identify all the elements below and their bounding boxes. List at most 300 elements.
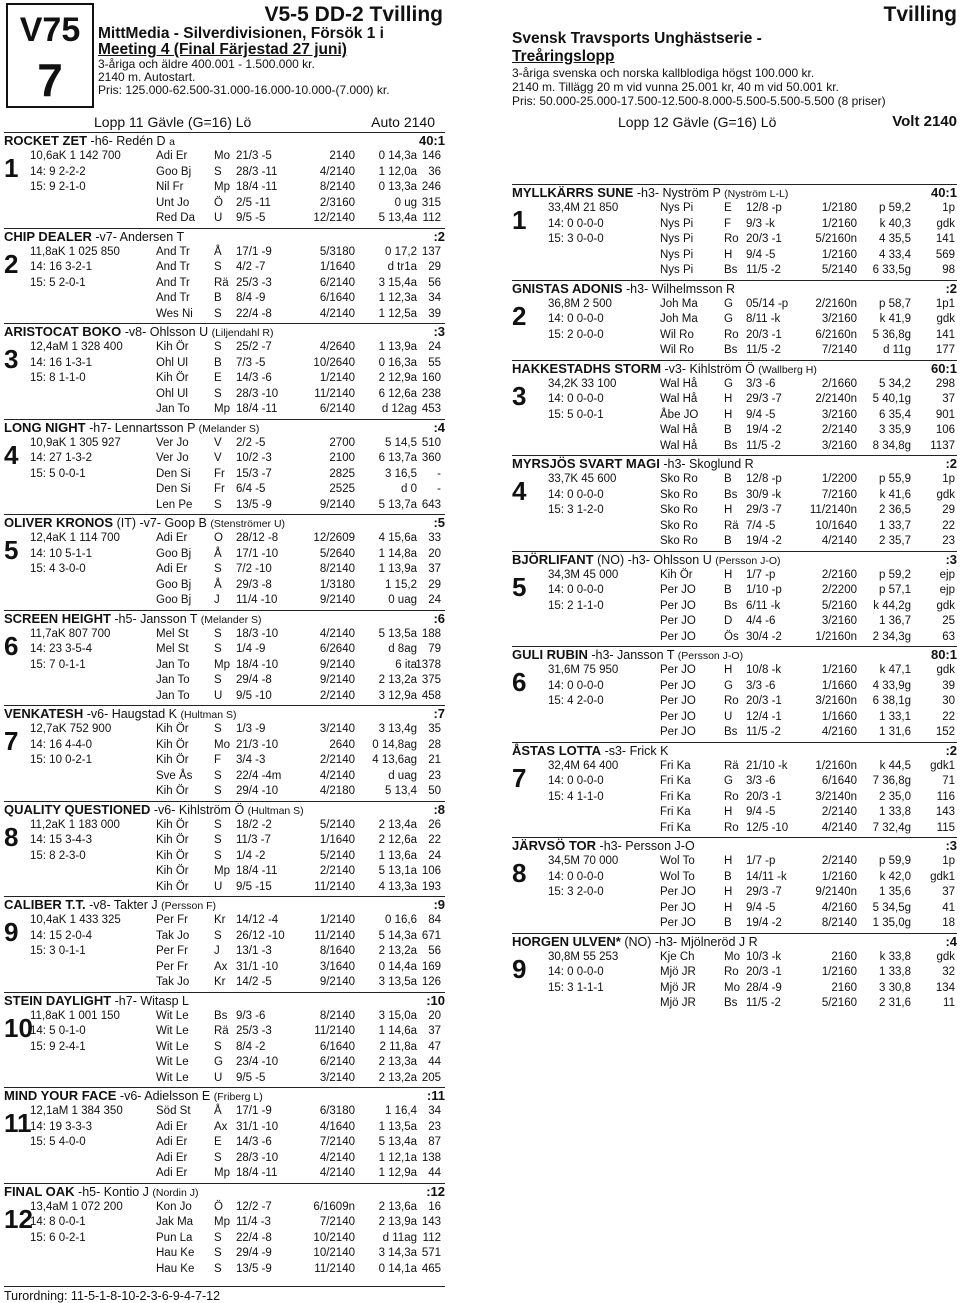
start-cell: 9/5 -15 bbox=[236, 880, 272, 893]
start-cell: 28 bbox=[428, 738, 441, 751]
start-cell: Sko Ro bbox=[660, 535, 698, 547]
start-cell: Den Si bbox=[156, 483, 191, 495]
start-cell: 7 36,8g bbox=[872, 775, 911, 787]
horse-stat: 15: 3 1-2-0 bbox=[548, 504, 604, 516]
start-cell: 8/2140 bbox=[319, 1009, 355, 1022]
start-cell: 1p1 bbox=[935, 297, 955, 310]
start-row bbox=[4, 1072, 445, 1088]
left-race-header bbox=[4, 0, 445, 132]
start-row bbox=[512, 760, 957, 776]
start-cell: 2/2140 bbox=[821, 424, 857, 436]
horse-stat: 36,8M 2 500 bbox=[548, 297, 612, 310]
start-row bbox=[4, 452, 445, 468]
start-cell: Jan To bbox=[156, 674, 190, 686]
start-cell: 20/3 -1 bbox=[746, 966, 782, 978]
horse-header bbox=[512, 838, 957, 855]
start-cell: 0 uag bbox=[388, 594, 417, 606]
start-cell: 12/8 -p bbox=[746, 473, 782, 485]
start-row bbox=[512, 600, 957, 616]
start-cell: 19/4 -2 bbox=[746, 535, 782, 547]
horse-starts bbox=[512, 760, 957, 838]
start-row bbox=[512, 233, 957, 249]
start-cell: 20/3 -1 bbox=[746, 790, 782, 803]
start-cell: 6/4 -5 bbox=[236, 483, 266, 495]
start-cell: 188 bbox=[421, 627, 441, 640]
start-cell: 18/4 -10 bbox=[236, 658, 279, 671]
horse-stat: 14: 8 0-0-1 bbox=[30, 1216, 86, 1228]
horse-starts bbox=[4, 1010, 445, 1088]
start-cell: 1/2160 bbox=[821, 217, 857, 230]
start-cell: 360 bbox=[421, 452, 441, 464]
start-cell: 9/3 -k bbox=[746, 217, 775, 230]
start-cell: Fri Ka bbox=[660, 759, 691, 772]
start-cell: 9/2140 bbox=[319, 658, 355, 671]
start-cell: 8/11 -k bbox=[746, 313, 781, 325]
start-cell: k 44,2g bbox=[873, 599, 911, 612]
start-cell: 18/4 -11 bbox=[236, 403, 278, 415]
start-row bbox=[4, 1105, 445, 1121]
start-cell: S bbox=[214, 307, 222, 320]
start-row bbox=[512, 473, 957, 489]
start-cell: B bbox=[724, 535, 732, 547]
start-cell: 12/4 -1 bbox=[746, 710, 782, 723]
horse-starts bbox=[512, 664, 957, 742]
start-cell: Å bbox=[214, 245, 222, 258]
start-cell: 5/2140 bbox=[319, 849, 355, 862]
start-cell: ejp bbox=[939, 568, 955, 581]
start-cell: 32 bbox=[942, 966, 955, 978]
start-cell: 1 12,9a bbox=[378, 1167, 417, 1179]
start-cell: 2 35,0 bbox=[879, 790, 911, 803]
start-type: Auto 2140 bbox=[371, 114, 435, 130]
race-distance: 2140 m. Autostart. bbox=[98, 70, 196, 84]
start-cell: 10/1640 bbox=[815, 519, 857, 532]
start-cell: 7/2140 bbox=[319, 1136, 355, 1148]
start-cell: 05/14 -p bbox=[746, 297, 789, 310]
start-cell: Per JO bbox=[660, 584, 696, 596]
start-cell: And Tr bbox=[156, 261, 190, 273]
start-cell: Mo bbox=[214, 150, 230, 162]
start-cell: Len Pe bbox=[156, 498, 193, 511]
start-cell: 29/3 -7 bbox=[746, 886, 782, 898]
start-cell: 510 bbox=[421, 436, 441, 449]
start-cell: Per JO bbox=[660, 615, 696, 627]
horse-number: 2 bbox=[512, 300, 527, 331]
horse-entry bbox=[512, 280, 957, 360]
start-cell: k 42,0 bbox=[879, 870, 911, 883]
start-cell: 2/2140 bbox=[319, 865, 355, 877]
start-cell: Kih Ör bbox=[156, 849, 189, 862]
start-cell: 141 bbox=[935, 233, 955, 245]
horse-entry bbox=[512, 646, 957, 742]
horse-header bbox=[4, 133, 445, 150]
start-cell: 23/4 -10 bbox=[236, 1056, 279, 1068]
horse-header bbox=[4, 993, 445, 1010]
horse-stat: 15: 5 0-0-1 bbox=[548, 408, 604, 421]
horse-odds: :2 bbox=[945, 280, 957, 296]
start-cell: 50 bbox=[428, 785, 441, 797]
start-cell: 31/1 -10 bbox=[236, 1120, 279, 1133]
start-cell: 14/2 -5 bbox=[236, 976, 272, 988]
start-cell: Kih Ör bbox=[156, 818, 189, 831]
start-cell: Joh Ma bbox=[660, 297, 698, 310]
horse-mark: (Wallberg H) bbox=[758, 363, 817, 376]
start-row bbox=[512, 695, 957, 711]
start-cell: 3/3 -6 bbox=[746, 377, 776, 390]
start-row bbox=[4, 850, 445, 866]
horse-stat: 14: 0 0-0-0 bbox=[548, 584, 604, 596]
start-cell: Adi Er bbox=[156, 563, 188, 575]
start-cell: 2/2160n bbox=[815, 297, 857, 310]
start-cell: Adi Er bbox=[156, 1167, 188, 1179]
start-cell: 1/1640 bbox=[319, 261, 355, 273]
start-row bbox=[4, 1041, 445, 1057]
start-cell: E bbox=[214, 372, 222, 384]
start-row bbox=[512, 966, 957, 982]
horse-stat: 14: 19 3-3-3 bbox=[30, 1120, 93, 1133]
start-cell: S bbox=[214, 1262, 222, 1275]
start-cell: Ax bbox=[214, 1120, 228, 1133]
start-cell: 11/2140 bbox=[314, 1025, 355, 1037]
start-row bbox=[4, 754, 445, 770]
start-cell: 39 bbox=[942, 679, 955, 692]
start-cell: 18/4 -11 bbox=[236, 1167, 278, 1179]
start-cell: 29/3 -8 bbox=[236, 578, 272, 591]
start-cell: 23 bbox=[428, 769, 441, 782]
start-cell: Wit Le bbox=[156, 1040, 189, 1053]
horse-stat: 14: 15 2-0-4 bbox=[30, 929, 93, 942]
start-cell: Mjö JR bbox=[660, 966, 696, 978]
start-cell: Fri Ka bbox=[660, 821, 691, 834]
start-cell: 315 bbox=[421, 196, 441, 209]
horse-number: 9 bbox=[4, 917, 19, 947]
start-cell: 1 13,9a bbox=[378, 341, 417, 353]
horse-stat: 14: 0 0-0-0 bbox=[548, 966, 604, 978]
start-cell: Per JO bbox=[660, 901, 696, 914]
horse-stat: 34,5M 70 000 bbox=[548, 855, 619, 867]
start-cell: 1/2200 bbox=[821, 473, 857, 485]
start-cell: 6/1640 bbox=[319, 1040, 355, 1053]
start-cell: Adi Er bbox=[156, 1151, 188, 1164]
start-row bbox=[4, 1152, 445, 1168]
start-cell: 4/2160 bbox=[821, 901, 857, 914]
start-cell: 1/7 -p bbox=[746, 568, 776, 581]
start-cell: 30/4 -2 bbox=[746, 630, 782, 643]
start-cell: Ax bbox=[214, 960, 228, 973]
start-cell: Joh Ma bbox=[660, 313, 698, 325]
horse-info: -h5- Jansson T bbox=[114, 611, 198, 626]
start-cell: Nys Pi bbox=[660, 202, 694, 214]
start-cell: - bbox=[437, 467, 441, 480]
horse-starts bbox=[512, 378, 957, 456]
start-cell: 3/2140n bbox=[815, 790, 857, 803]
start-row bbox=[512, 855, 957, 871]
start-cell: 9/4 -5 bbox=[746, 901, 776, 914]
start-cell: Mp bbox=[214, 403, 230, 415]
race-title: V5-5 DD-2 Tvilling bbox=[264, 3, 443, 26]
start-cell: Kje Ch bbox=[660, 950, 695, 963]
start-row bbox=[4, 1216, 445, 1232]
horse-stat: 34,3M 45 000 bbox=[548, 568, 619, 581]
start-row bbox=[4, 166, 445, 182]
horse-starts bbox=[4, 341, 445, 419]
horse-stat: 15: 3 1-1-1 bbox=[548, 981, 604, 994]
start-cell: 20 bbox=[428, 547, 441, 560]
horse-entry bbox=[4, 132, 445, 228]
start-cell: 1 12,1a bbox=[378, 1151, 417, 1164]
start-cell: 14/12 -4 bbox=[236, 914, 279, 926]
start-cell: Ver Jo bbox=[156, 436, 189, 449]
start-cell: 6/2640 bbox=[319, 643, 355, 655]
start-cell: Ohl Ul bbox=[156, 387, 188, 400]
start-cell: d 12ag bbox=[381, 403, 417, 415]
start-cell: 29 bbox=[942, 504, 955, 516]
start-cell: 10/2640 bbox=[313, 356, 355, 369]
start-cell: V bbox=[214, 436, 222, 449]
start-cell: 1/4 -2 bbox=[236, 849, 266, 862]
start-row bbox=[4, 659, 445, 675]
start-cell: Jan To bbox=[156, 689, 190, 702]
start-cell: 14/3 -6 bbox=[236, 372, 272, 384]
horse-starts bbox=[4, 723, 445, 801]
start-row bbox=[512, 424, 957, 440]
start-cell: Mo bbox=[214, 738, 230, 751]
horse-header bbox=[512, 185, 957, 202]
horse-starts bbox=[512, 951, 957, 1013]
start-cell: Per JO bbox=[660, 917, 696, 929]
horse-entry bbox=[4, 610, 445, 706]
horse-stat: 14: 0 0-0-0 bbox=[548, 679, 604, 692]
start-row bbox=[4, 403, 445, 419]
horse-odds: :2 bbox=[945, 742, 957, 758]
start-cell: 3 13,5a bbox=[378, 976, 417, 988]
start-row bbox=[4, 150, 445, 166]
start-cell: 1/4 -9 bbox=[236, 643, 266, 655]
horse-entry bbox=[512, 551, 957, 647]
start-cell: 34 bbox=[428, 1105, 441, 1117]
race-organizer: Svensk Travsports Unghästserie - bbox=[512, 30, 762, 47]
race-code: V75 bbox=[19, 11, 81, 49]
start-cell: Kr bbox=[214, 976, 226, 988]
start-cell: Fri Ka bbox=[660, 775, 691, 787]
start-cell: 28/3 -11 bbox=[236, 165, 278, 178]
start-cell: 11/4 -10 bbox=[236, 594, 278, 606]
start-cell: 2160 bbox=[831, 950, 857, 963]
start-cell: S bbox=[214, 769, 222, 782]
start-cell: 5 13,7a bbox=[378, 498, 417, 511]
start-cell: J bbox=[214, 594, 220, 606]
start-cell: Sko Ro bbox=[660, 504, 698, 516]
start-cell: 71 bbox=[942, 775, 955, 787]
start-cell: gdk bbox=[936, 599, 955, 612]
race-number: 7 bbox=[37, 54, 63, 106]
start-cell: 6/11 -k bbox=[746, 599, 781, 612]
start-cell: Sko Ro bbox=[660, 473, 698, 485]
horse-stat: 15: 7 0-1-1 bbox=[30, 658, 86, 671]
start-cell: Hau Ke bbox=[156, 1247, 195, 1259]
start-cell: Adi Er bbox=[156, 1136, 188, 1148]
start-row bbox=[512, 726, 957, 742]
start-row bbox=[4, 770, 445, 786]
start-type: Volt 2140 bbox=[892, 113, 957, 130]
start-cell: 24 bbox=[428, 341, 441, 353]
start-cell: 37 bbox=[428, 1025, 441, 1037]
start-cell: 17/1 -10 bbox=[236, 547, 279, 560]
start-cell: B bbox=[724, 473, 732, 485]
start-cell: 4 33,9g bbox=[872, 679, 911, 692]
start-cell: Adi Er bbox=[156, 1120, 188, 1133]
horse-stat: 14: 16 1-3-1 bbox=[30, 356, 93, 369]
start-row bbox=[512, 791, 957, 807]
start-cell: 5 13,4 bbox=[385, 785, 417, 797]
horse-stat: 15: 5 2-0-1 bbox=[30, 276, 86, 289]
start-cell: Wes Ni bbox=[156, 307, 193, 320]
start-row bbox=[4, 1201, 445, 1217]
horse-mark: (Hultman S) bbox=[180, 709, 237, 721]
start-cell: Å bbox=[214, 1105, 222, 1117]
horse-stat: 15: 3 0-1-1 bbox=[30, 945, 86, 957]
start-row bbox=[512, 871, 957, 887]
start-cell: Ös bbox=[724, 630, 739, 643]
start-cell: 2/2200 bbox=[821, 584, 857, 596]
start-row bbox=[512, 806, 957, 822]
start-cell: 169 bbox=[421, 960, 441, 973]
race-info bbox=[98, 4, 443, 97]
start-cell: Åbe JO bbox=[660, 408, 699, 421]
horse-stat: 33,7K 45 600 bbox=[548, 473, 617, 485]
start-cell: 4/2640 bbox=[319, 341, 355, 353]
start-cell: Wol To bbox=[660, 855, 695, 867]
start-cell: Kih Ör bbox=[156, 834, 189, 846]
start-cell: 11/2140 bbox=[314, 880, 355, 893]
race-series: Treåringslopp bbox=[512, 48, 615, 65]
start-cell: 3/2140 bbox=[319, 723, 355, 735]
start-row bbox=[512, 489, 957, 505]
horse-stat: 14: 0 0-0-0 bbox=[548, 775, 604, 787]
start-cell: 29/3 -7 bbox=[746, 504, 782, 516]
horse-entry bbox=[4, 514, 445, 610]
start-cell: 4/2140 bbox=[319, 627, 355, 640]
start-cell: 1 13,9a bbox=[378, 563, 417, 575]
horse-stat: 15: 8 2-3-0 bbox=[30, 849, 86, 862]
start-cell: Wol To bbox=[660, 870, 695, 883]
start-cell: And Tr bbox=[156, 245, 190, 258]
start-cell: U bbox=[214, 1071, 223, 1084]
start-cell: 29/3 -7 bbox=[746, 393, 782, 405]
start-cell: 298 bbox=[935, 377, 955, 390]
start-cell: 23 bbox=[428, 1120, 441, 1133]
start-cell: 5 14,5 bbox=[385, 436, 417, 449]
start-row bbox=[4, 1025, 445, 1041]
start-row bbox=[4, 579, 445, 595]
start-cell: Ro bbox=[724, 821, 739, 834]
start-cell: 6 13,7a bbox=[378, 452, 417, 464]
start-cell: S bbox=[214, 498, 222, 511]
start-cell: Nys Pi bbox=[660, 264, 694, 276]
start-cell: 4 15,6a bbox=[378, 532, 417, 544]
horse-entry bbox=[4, 1183, 445, 1279]
horse-mark: (Persson F) bbox=[161, 900, 216, 912]
horse-stat: 15: 9 2-1-0 bbox=[30, 181, 86, 193]
start-cell: d 11g bbox=[883, 344, 911, 356]
start-cell: 1/2160n bbox=[815, 759, 857, 772]
start-cell: 141 bbox=[935, 328, 955, 341]
start-cell: 11/5 -2 bbox=[746, 264, 781, 276]
start-cell: 1/10 -p bbox=[746, 584, 782, 596]
start-cell: H bbox=[724, 408, 733, 421]
start-cell: 1 14,8a bbox=[378, 547, 417, 560]
lopp-label: Lopp 11 Gävle (G=16) Lö bbox=[94, 114, 252, 130]
start-row bbox=[512, 886, 957, 902]
start-cell: 3 16,5 bbox=[385, 467, 417, 480]
start-cell: 6/2140 bbox=[319, 1056, 355, 1068]
horse-number: 5 bbox=[4, 535, 19, 565]
start-cell: 3/2160 bbox=[821, 408, 857, 421]
start-cell: 6/2160n bbox=[815, 328, 857, 341]
start-cell: 143 bbox=[421, 1216, 441, 1228]
race-prizes: Pris: 125.000-62.500-31.000-16.000-10.000-(7.000) kr. bbox=[98, 83, 390, 97]
start-cell: 17/1 -9 bbox=[236, 1105, 272, 1117]
start-cell: Bs bbox=[724, 264, 738, 276]
start-cell: 24 bbox=[428, 849, 441, 862]
horse-odds: :12 bbox=[426, 1183, 445, 1199]
start-cell: 11/2140 bbox=[314, 929, 355, 942]
start-cell: 4/2140 bbox=[821, 821, 857, 834]
start-cell: 4/4 -6 bbox=[746, 615, 776, 627]
start-cell: 126 bbox=[421, 976, 441, 988]
start-row bbox=[4, 388, 445, 404]
start-cell: U bbox=[214, 880, 223, 893]
start-cell: 4/2140 bbox=[319, 307, 355, 320]
start-row bbox=[512, 393, 957, 409]
start-cell: 1 33,8 bbox=[879, 966, 911, 978]
start-cell: 25/3 -3 bbox=[236, 276, 272, 289]
horse-mark: (Liljendahl R) bbox=[211, 327, 274, 339]
start-cell: 29/4 -8 bbox=[236, 674, 272, 686]
horse-stat: 15: 4 2-0-0 bbox=[548, 695, 604, 707]
start-cell: 2/2140 bbox=[319, 754, 355, 766]
start-cell: H bbox=[724, 886, 733, 898]
horse-starts bbox=[4, 150, 445, 228]
start-cell: Nys Pi bbox=[660, 233, 694, 245]
horse-header bbox=[512, 361, 957, 378]
race-distance: 2140 m. Tillägg 20 m vid vunna 25.001 kr, 40 m vid 50.001 kr. bbox=[512, 80, 839, 94]
start-cell: Mel St bbox=[156, 627, 189, 640]
start-cell: 3/2160 bbox=[821, 439, 857, 452]
horse-number: 2 bbox=[4, 248, 19, 279]
start-cell: 4/2140 bbox=[319, 165, 355, 178]
start-cell: S bbox=[214, 929, 222, 942]
race-conditions: 3-åriga svenska och norska kallblodiga högst 100.000 kr. bbox=[512, 66, 815, 80]
start-cell: 11/2140n bbox=[809, 504, 857, 516]
start-cell: Ro bbox=[724, 328, 739, 341]
start-cell: Fr bbox=[214, 467, 225, 480]
start-cell: Mo bbox=[724, 950, 740, 963]
start-cell: 2/5 -11 bbox=[236, 196, 271, 209]
start-cell: 1 13,6a bbox=[378, 849, 417, 862]
start-cell: 3/1640 bbox=[319, 960, 355, 973]
start-cell: Red Da bbox=[156, 212, 195, 224]
start-cell: 138 bbox=[421, 1151, 441, 1164]
start-cell: 177 bbox=[935, 344, 955, 356]
horse-starts bbox=[512, 473, 957, 551]
horse-stat: 11,7aK 807 700 bbox=[30, 627, 111, 640]
start-cell: Mjö JR bbox=[660, 997, 696, 1009]
start-cell: 1 35,0g bbox=[872, 917, 911, 929]
start-cell: Goo Bj bbox=[156, 594, 192, 606]
start-cell: 11/4 -3 bbox=[236, 1216, 271, 1228]
start-cell: 4/2140 bbox=[319, 769, 355, 782]
